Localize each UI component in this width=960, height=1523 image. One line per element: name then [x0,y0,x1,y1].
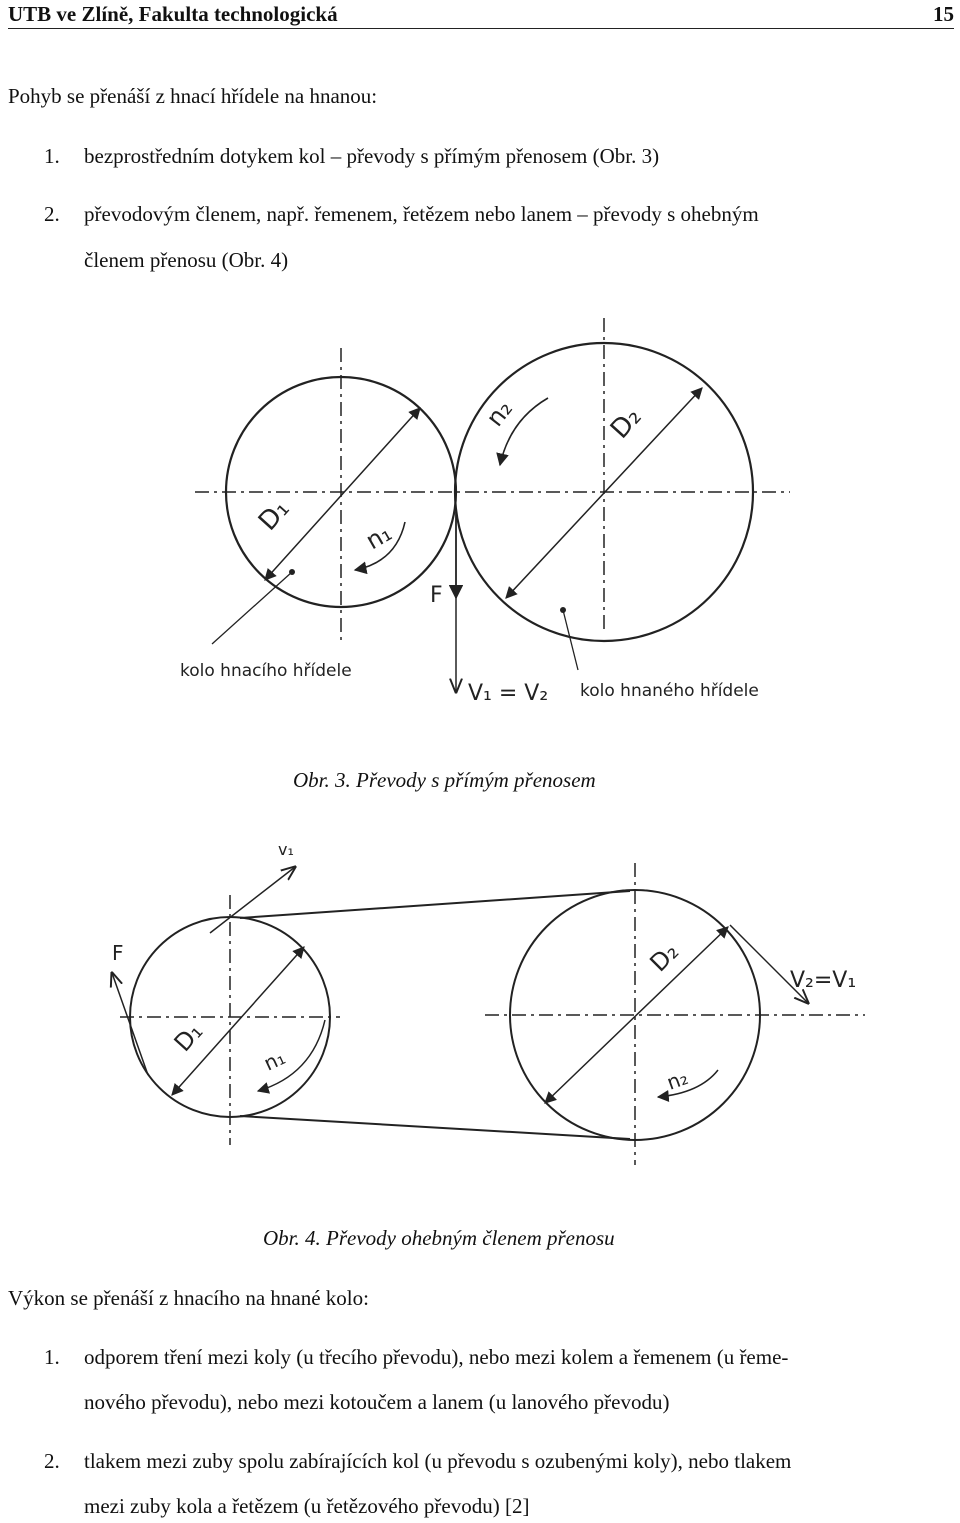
fig4-velocity-label: V₂=V₁ [790,968,857,993]
fig3-d2-label: D₂ [604,401,648,445]
figure-4-flexible-transmission [90,825,880,1185]
d1-dimension-arrow [265,408,420,580]
power-transfer-paragraph: Výkon se přenáší z hnacího na hnané kolo: [8,1286,369,1310]
fig4-d1-label: D₁ [168,1017,209,1058]
fig3-d1-label: D₁ [252,493,296,537]
fig4-force-label: F [112,941,124,965]
fig4-n2-label: n₂ [663,1065,692,1095]
driving-wheel-label: kolo hnacího hřídele [180,661,352,681]
v1-velocity-arrow [210,867,295,933]
figure-3-drawing [150,300,810,730]
fig3-velocity-label: V₁ = V₂ [468,681,549,706]
fig4-v1-label: v₁ [278,840,294,859]
list2-item2-number: 2. [44,1449,60,1473]
fig3-n1-label: n₁ [361,518,397,556]
page-header [8,2,954,29]
belt-upper-strand [240,891,630,918]
list1-item2-number: 2. [44,202,60,226]
driven-wheel-leader [563,610,578,670]
figure-3-caption: Obr. 3. Převody s přímým přenosem [293,768,596,792]
list1-item2-line1 [84,202,954,227]
figure-3-direct-transmission [150,300,810,730]
fig4-d2-label: D₂ [644,937,685,978]
figure-4-drawing [90,825,880,1185]
belt-lower-strand [240,1116,630,1139]
fig3-n2-label: n₂ [480,394,519,432]
list2-item2-line1: tlakem mezi zuby spolu zabírajících kol (u převodu s ozubenými koly), nebo tlakem [84,1449,792,1473]
fig4-n1-label: n₁ [259,1045,289,1076]
list2-item1-line2: nového převodu), nebo mezi kotoučem a lanem (u lanového převodu) [84,1390,670,1414]
header-title: UTB ve Zlíně, Fakulta technologická [8,2,338,26]
list2-item1-number: 1. [44,1345,60,1369]
fig3-force-label: F [430,583,443,608]
list1-item1-number: 1. [44,144,60,168]
page-number: 15 [933,2,954,26]
list2-item2-line2: mezi zuby kola a řetězem (u řetězového převodu) [2] [84,1494,530,1518]
d1-dimension-arrow [172,947,304,1095]
driven-wheel-label: kolo hnaného hřídele [580,681,759,701]
force-arrow [112,973,148,1075]
figure-4-caption: Obr. 4. Převody ohebným členem přenosu [263,1226,615,1250]
driving-wheel-leader [212,572,292,644]
list1-item2-line1-text: převodovým členem, např. řemenem, řetězem nebo lanem – převody s ohebným [84,202,759,226]
list1-item1-text: bezprostředním dotykem kol – převody s přímým přenosem (Obr. 3) [84,144,660,168]
intro-paragraph: Pohyb se přenáší z hnací hřídele na hnanou: [8,84,378,108]
list1-item2-line2: členem přenosu (Obr. 4) [84,248,289,272]
list2-item1-line1: odporem tření mezi koly (u třecího převodu), nebo mezi kolem a řemenem (u řeme- [84,1345,789,1369]
